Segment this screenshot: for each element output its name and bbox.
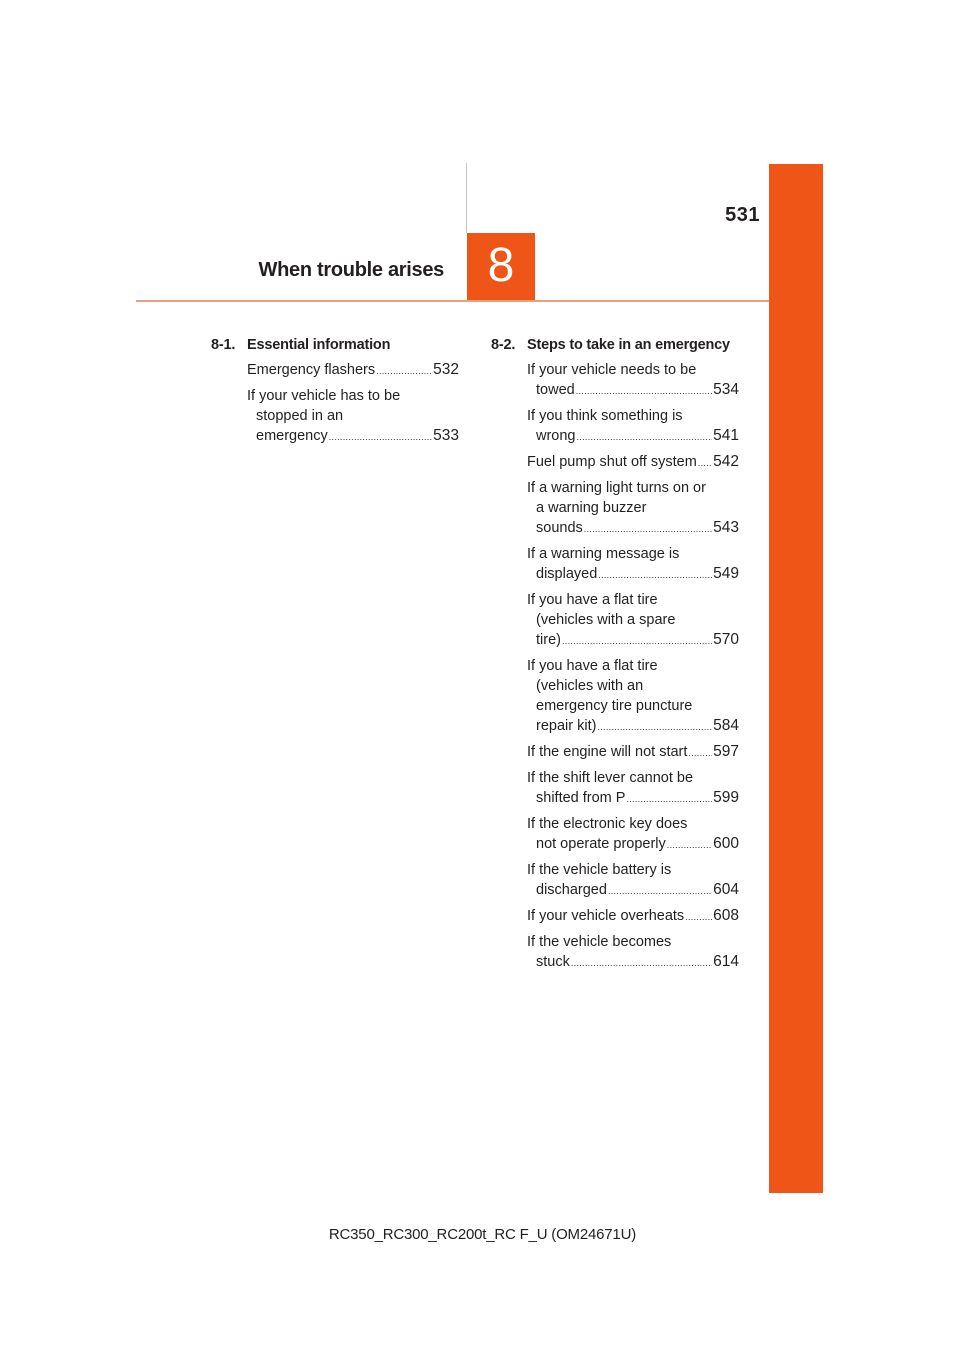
toc-page-number: 597 [713, 743, 739, 760]
toc-entry-line [247, 360, 459, 381]
toc-page-number: 614 [713, 953, 739, 970]
toc-entry-text: If you think something is [527, 408, 683, 424]
toc-entry-line [527, 380, 739, 401]
toc-entry-line [527, 406, 739, 426]
toc-entry-line [527, 906, 739, 927]
toc-entry[interactable] [527, 814, 739, 855]
toc-entry[interactable] [527, 544, 739, 585]
toc-entry[interactable] [527, 906, 739, 927]
toc-entry-text: If your vehicle overheats [527, 908, 685, 924]
dot-leader [608, 881, 712, 901]
toc-entry-line [527, 518, 739, 539]
dot-leader [598, 565, 712, 585]
toc-page-number: 534 [713, 381, 739, 398]
toc-page-number: 570 [713, 631, 739, 648]
dot-leader [329, 427, 432, 447]
toc-entry-line [527, 544, 739, 564]
toc-entry-line [527, 932, 739, 952]
toc-page-number: 584 [713, 717, 739, 734]
header-rule [136, 300, 769, 302]
toc-entry[interactable] [527, 590, 739, 651]
toc-entry-text: (vehicles with a spare [536, 612, 676, 628]
toc-entry-line [527, 742, 739, 763]
toc-entry-text: (vehicles with an [536, 678, 644, 694]
toc-entry-line [527, 452, 739, 473]
toc-entry-text: stopped in an [256, 408, 344, 424]
toc-entry[interactable] [527, 452, 739, 473]
toc-section-8-2 [491, 335, 739, 978]
toc-entry-line [527, 590, 739, 610]
toc-entry-text: wrong [536, 428, 576, 444]
toc-entry[interactable] [527, 360, 739, 401]
section-number: 8-1. [211, 337, 236, 353]
toc-page-number: 543 [713, 519, 739, 536]
page-number: 531 [725, 204, 760, 226]
dot-leader [698, 453, 712, 473]
toc-entry-line [527, 630, 739, 651]
toc-entry-line [527, 716, 739, 737]
toc-entry-text: If your vehicle needs to be [527, 362, 697, 378]
toc-entry-text: Emergency flashers [247, 362, 376, 378]
toc-entry-line [527, 834, 739, 855]
chapter-side-tab [769, 164, 823, 1193]
toc-entry-line [527, 814, 739, 834]
toc-entry-text: discharged [536, 882, 607, 898]
dot-leader [376, 361, 432, 381]
toc-page-number: 542 [713, 453, 739, 470]
toc-entry[interactable] [527, 768, 739, 809]
toc-page-number: 600 [713, 835, 739, 852]
toc-entry-line [527, 610, 739, 630]
section-number: 8-2. [491, 337, 516, 353]
toc-page-number: 599 [713, 789, 739, 806]
toc-entry-line [527, 360, 739, 380]
toc-entry-line [527, 860, 739, 880]
toc-entry-line [527, 656, 739, 676]
toc-entries [491, 360, 739, 973]
toc-entry-text: If you have a flat tire [527, 592, 658, 608]
toc-page-number: 604 [713, 881, 739, 898]
toc-entry-text: towed [536, 382, 575, 398]
dot-leader [688, 743, 712, 763]
dot-leader [597, 717, 712, 737]
toc-entry-text: repair kit) [536, 718, 597, 734]
toc-entry-text: If a warning light turns on or [527, 480, 706, 496]
toc-page-number: 549 [713, 565, 739, 582]
toc-entry-line [247, 426, 459, 447]
dot-leader [667, 835, 712, 855]
toc-entry[interactable] [527, 742, 739, 763]
toc-entry-line [527, 498, 739, 518]
section-title: Steps to take in an emergency [527, 337, 730, 353]
toc-entry-line [527, 880, 739, 901]
toc-entry[interactable] [527, 478, 739, 539]
toc-entry-line [527, 676, 739, 696]
section-heading [211, 335, 459, 355]
document-footer: RC350_RC300_RC200t_RC F_U (OM24671U) [328, 1226, 636, 1243]
toc-entry-text: If the electronic key does [527, 816, 688, 832]
toc-entry-line [527, 478, 739, 498]
toc-entry-line [527, 768, 739, 788]
toc-entry-text: a warning buzzer [536, 500, 647, 516]
dot-leader [577, 427, 713, 447]
toc-entry-text: If the vehicle becomes [527, 934, 672, 950]
toc-entry-text: If a warning message is [527, 546, 680, 562]
toc-page-number: 541 [713, 427, 739, 444]
toc-entry[interactable] [527, 860, 739, 901]
dot-leader [571, 953, 712, 973]
toc-entry-text: sounds [536, 520, 583, 536]
toc-page-number: 532 [433, 361, 459, 378]
toc-entry-line [527, 564, 739, 585]
toc-entry-text: If you have a flat tire [527, 658, 658, 674]
header-divider [466, 163, 467, 233]
dot-leader [576, 381, 712, 401]
toc-entry-line [247, 406, 459, 426]
toc-entry-text: If your vehicle has to be [247, 388, 401, 404]
toc-entry[interactable] [247, 360, 459, 381]
chapter-number-badge: 8 [467, 233, 535, 301]
toc-entry-text: stuck [536, 954, 570, 970]
toc-entry[interactable] [527, 932, 739, 973]
toc-entries [211, 360, 459, 447]
toc-entry-text: shifted from P [536, 790, 626, 806]
dot-leader [584, 519, 712, 539]
toc-entry-text: If the shift lever cannot be [527, 770, 694, 786]
dot-leader [626, 789, 712, 809]
toc-page-number: 533 [433, 427, 459, 444]
toc-entry-text: displayed [536, 566, 598, 582]
toc-entry-text: emergency [256, 428, 328, 444]
toc-entry-text: tire) [536, 632, 561, 648]
section-heading [491, 335, 739, 355]
toc-section-8-1 [211, 335, 459, 452]
toc-entry-line [247, 386, 459, 406]
toc-entry[interactable] [527, 656, 739, 737]
toc-entry-text: Fuel pump shut off system [527, 454, 697, 470]
toc-page-number: 608 [713, 907, 739, 924]
toc-entry-text: If the vehicle battery is [527, 862, 672, 878]
section-title: Essential information [247, 337, 391, 353]
toc-entry-line [527, 696, 739, 716]
toc-entry[interactable] [247, 386, 459, 447]
toc-entry-line [527, 426, 739, 447]
dot-leader [685, 907, 712, 927]
toc-entry-line [527, 788, 739, 809]
toc-entry-text: not operate properly [536, 836, 666, 852]
toc-entry-text: If the engine will not start [527, 744, 688, 760]
toc-entry-line [527, 952, 739, 973]
dot-leader [562, 631, 712, 651]
toc-entry[interactable] [527, 406, 739, 447]
chapter-title: When trouble arises [258, 259, 444, 281]
toc-entry-text: emergency tire puncture [536, 698, 693, 714]
